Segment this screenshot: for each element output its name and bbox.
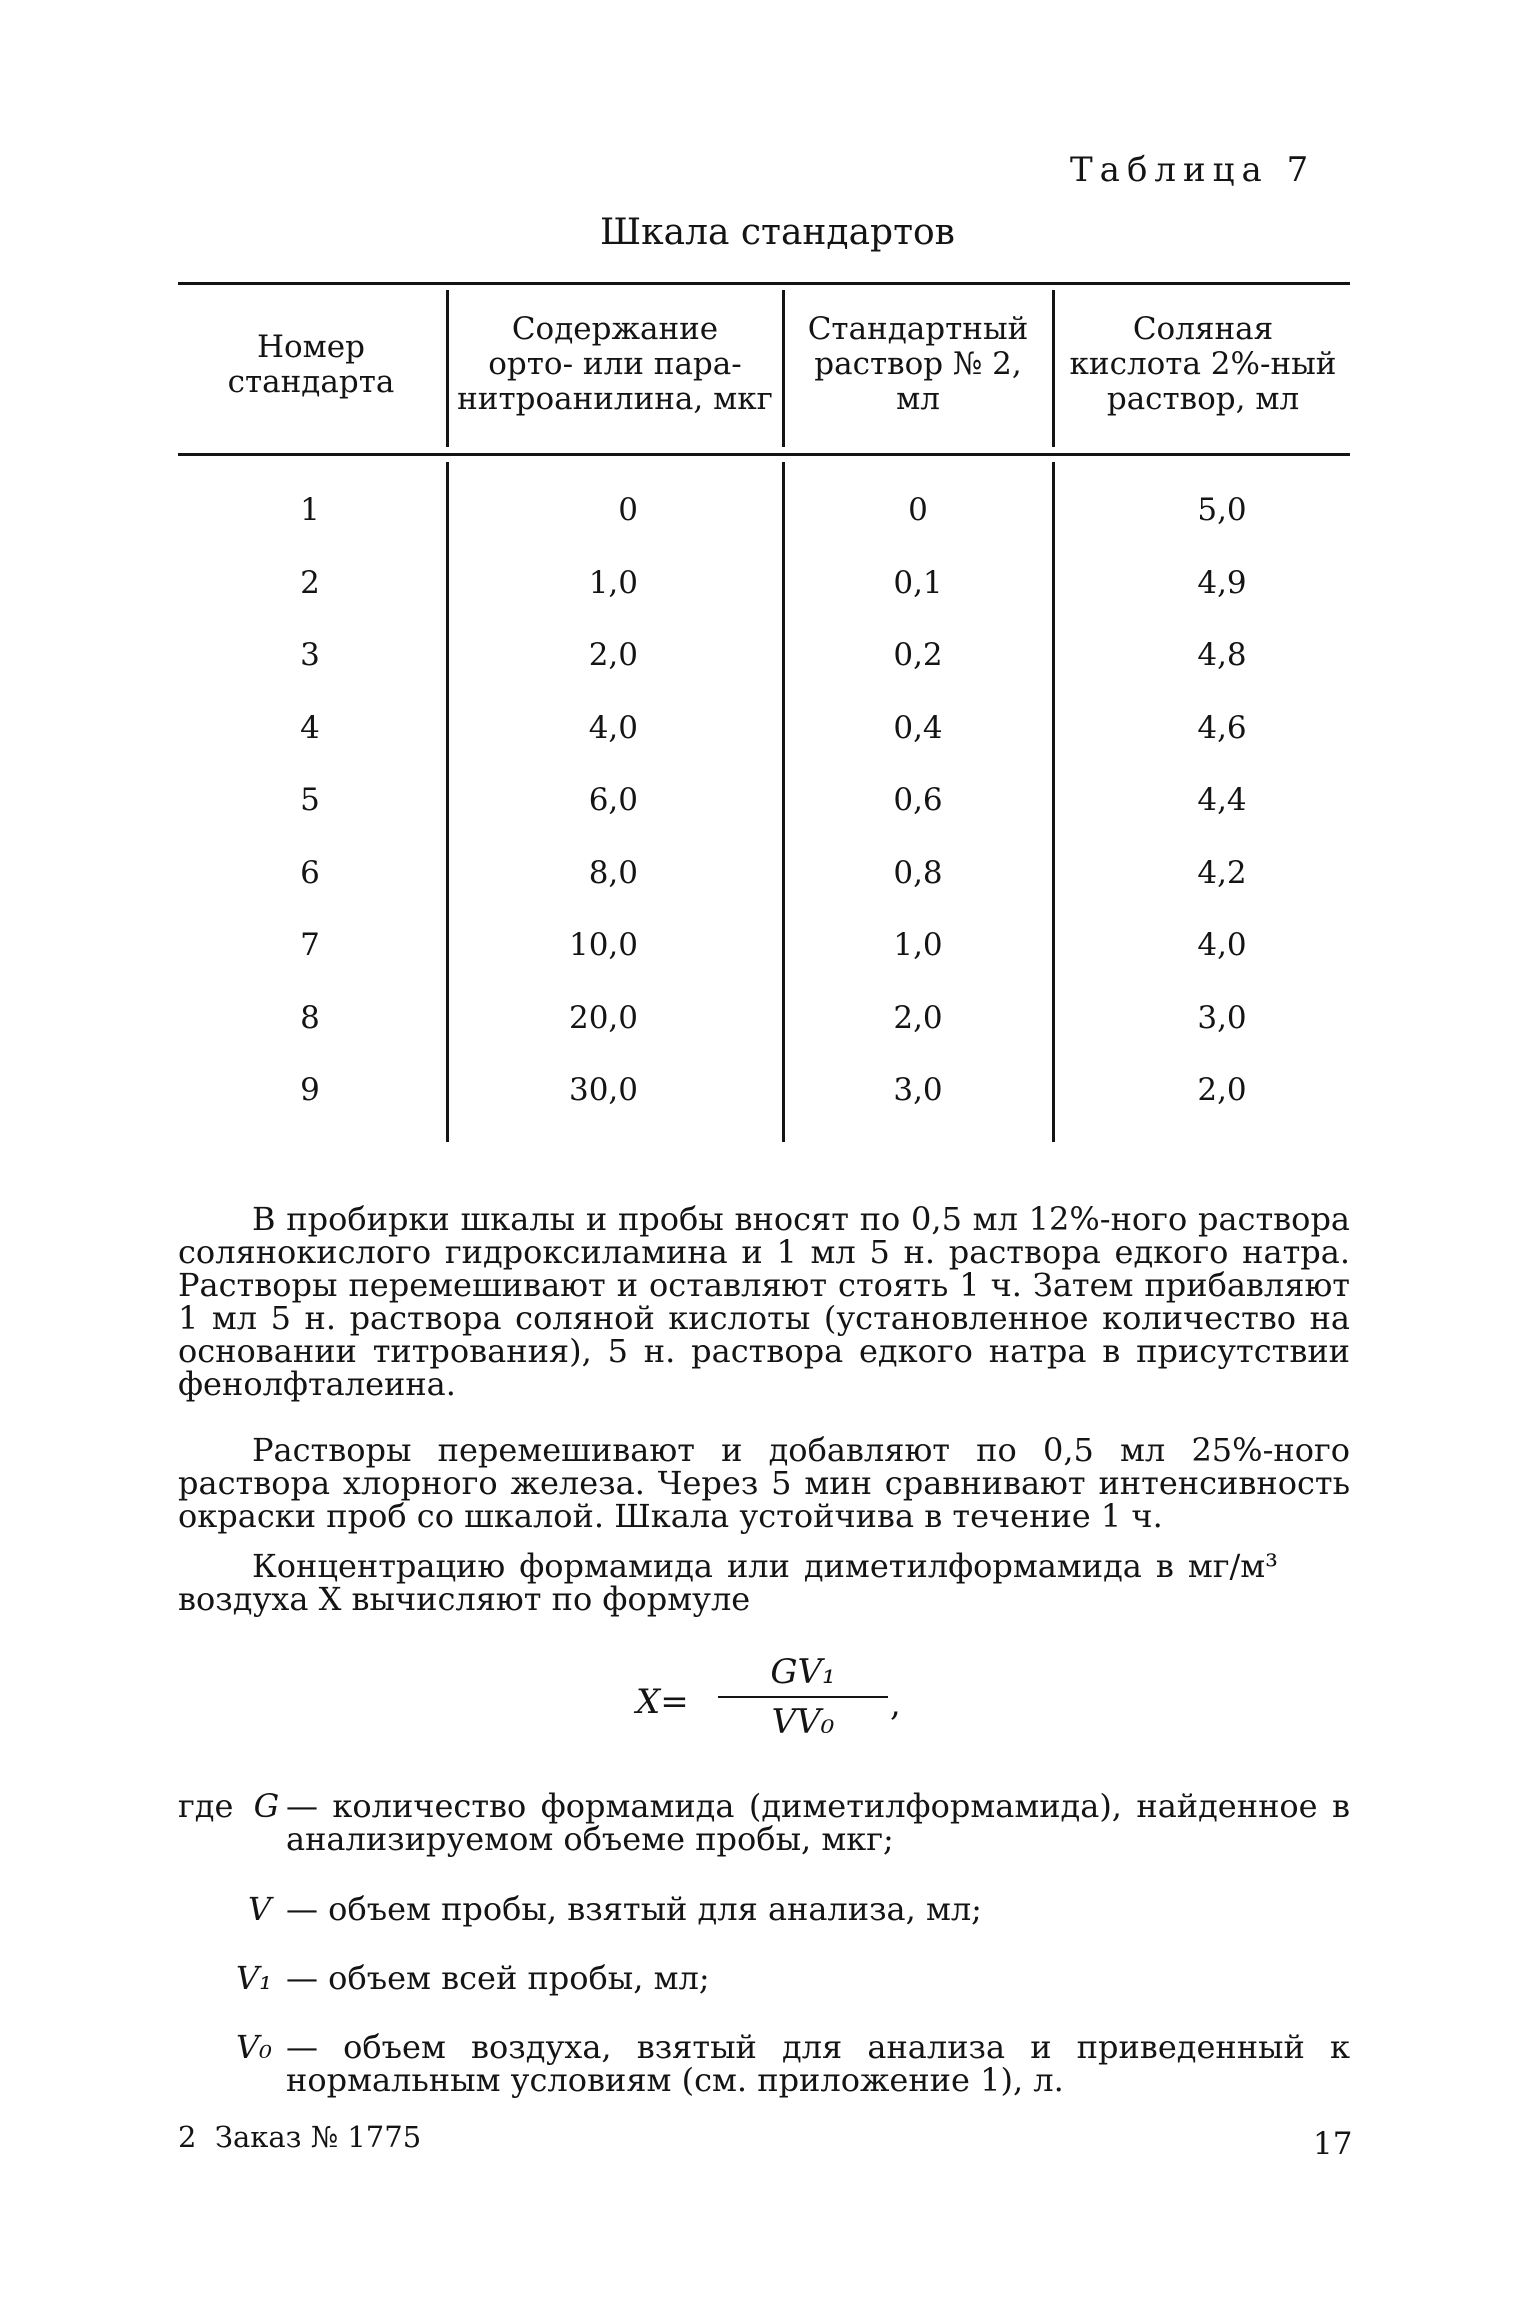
- table-cell: 0: [618, 492, 638, 528]
- table-cell: 2,0: [893, 1000, 943, 1036]
- table-top-rule: [178, 282, 1350, 285]
- col-divider: [446, 290, 449, 447]
- page-number: 17: [1313, 2126, 1353, 2162]
- col-divider: [446, 462, 449, 1142]
- table-cell: 4,0: [1197, 927, 1247, 963]
- table-cell: 0: [908, 492, 928, 528]
- table-cell: 4,2: [1197, 855, 1247, 891]
- table-cell: 2: [300, 565, 320, 601]
- table-header-rule: [178, 453, 1350, 456]
- table-cell: 5,0: [1197, 492, 1247, 528]
- table-cell: 10,0: [568, 927, 638, 963]
- paragraph-1: В пробирки шкалы и пробы вносят по 0,5 мл 12%-ного раствора солянокислого гидроксиламина и 1 мл 5 н. раствора едкого натра. Растворы перемешивают и оставляют стоять 1 ч. Затем прибавляют 1 мл 5 н. раствора соляной кислоты (установленное количество на основании титрования), 5 н. раствора едкого натра в присутствии фенолфталеина.: [178, 1200, 1350, 1403]
- table-cell: 5: [300, 782, 320, 818]
- table-cell: 3: [300, 637, 320, 673]
- definition-v1: V₁ — объем всей пробы, мл;: [236, 1959, 710, 1997]
- header-standard-solution: Стандартный раствор № 2, мл: [807, 311, 1029, 417]
- table-cell: 6,0: [588, 782, 638, 818]
- table-cell: 4,0: [588, 710, 638, 746]
- table-cell: 4,8: [1197, 637, 1247, 673]
- fraction-bar: [718, 1696, 888, 1698]
- table-cell: 0,2: [893, 637, 943, 673]
- table-cell: 4,9: [1197, 565, 1247, 601]
- paragraph-3: Концентрацию формамида или диметилформамида в мг/м³ воздуха X вычисляют по формуле: [178, 1547, 1278, 1618]
- table-cell: 3,0: [1197, 1000, 1247, 1036]
- col-divider: [1052, 290, 1055, 447]
- table-cell: 1,0: [588, 565, 638, 601]
- formula-denominator: VV₀: [771, 1702, 835, 1742]
- table-cell: 4,4: [1197, 782, 1247, 818]
- paragraph-2: Растворы перемешивают и добавляют по 0,5 мл 25%-ного раствора хлорного железа. Через 5 мин сравнивают интенсивность окраски проб со шкалой. Шкала устойчива в течение 1 ч.: [178, 1431, 1350, 1535]
- table-cell: 4: [300, 710, 320, 746]
- table-cell: 6: [300, 855, 320, 891]
- definition-g: где G — количество формамида (диметилформамида), найденное в анализируемом объеме пробы, мкг;: [178, 1787, 1350, 1858]
- table-title: Шкала стандартов: [600, 212, 955, 253]
- definition-v: V — объем пробы, взятый для анализа, мл;: [248, 1890, 982, 1928]
- table-cell: 2,0: [1197, 1072, 1247, 1108]
- formula-fraction: [718, 1652, 888, 1742]
- table-cell: 8: [300, 1000, 320, 1036]
- table-cell: 30,0: [568, 1072, 638, 1108]
- formula-lhs: X=: [636, 1682, 689, 1722]
- footer-order-number: 2 Заказ № 1775: [178, 2120, 422, 2154]
- header-number: Номер стандарта: [227, 329, 395, 400]
- table-cell: 1,0: [893, 927, 943, 963]
- table-caption: Таблица 7: [1070, 150, 1316, 190]
- table-cell: 0,4: [893, 710, 943, 746]
- formula-numerator: GV₁: [770, 1652, 836, 1692]
- table-cell: 20,0: [568, 1000, 638, 1036]
- header-hydrochloric-acid: Соляная кислота 2%-ный раствор, мл: [1069, 311, 1337, 417]
- formula-comma: ,: [890, 1684, 901, 1724]
- table-cell: 0,1: [893, 565, 943, 601]
- col-divider: [1052, 462, 1055, 1142]
- table-cell: 7: [300, 927, 320, 963]
- table-cell: 8,0: [588, 855, 638, 891]
- table-cell: 3,0: [893, 1072, 943, 1108]
- table-cell: 4,6: [1197, 710, 1247, 746]
- definition-v0: V₀ — объем воздуха, взятый для анализа и приведенный к нормальным условиям (см. приложение 1), л.: [236, 2028, 1350, 2099]
- header-content: Содержание орто- или пара- нитроанилина, мкг: [457, 311, 773, 417]
- table-cell: 0,6: [893, 782, 943, 818]
- col-divider: [782, 290, 785, 447]
- col-divider: [782, 462, 785, 1142]
- table-cell: 0,8: [893, 855, 943, 891]
- table-cell: 9: [300, 1072, 320, 1108]
- table-cell: 2,0: [588, 637, 638, 673]
- table-cell: 1: [300, 492, 320, 528]
